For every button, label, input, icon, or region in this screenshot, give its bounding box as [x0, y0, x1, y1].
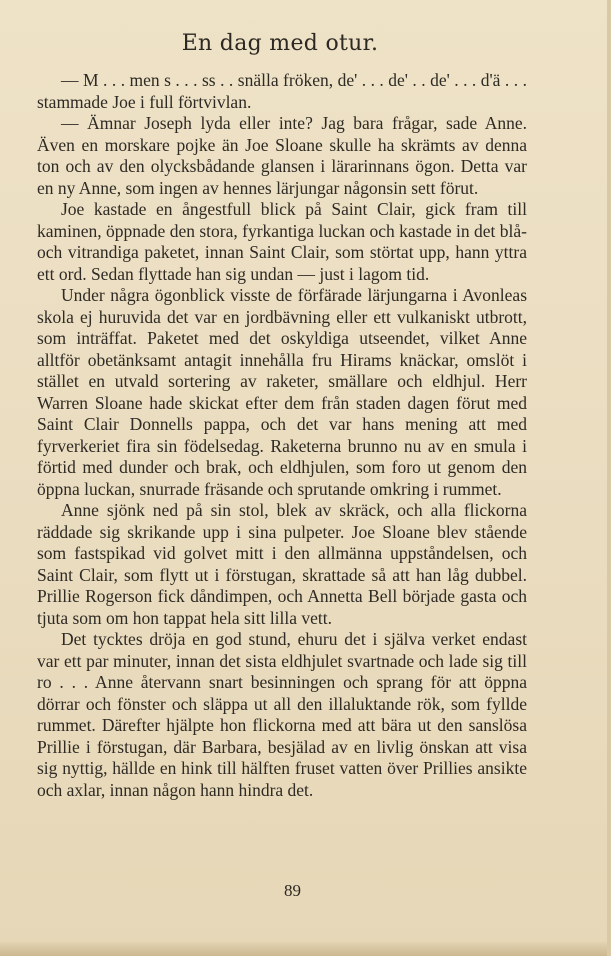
page-number: 89: [284, 881, 301, 900]
paragraph: Under några ögonblick visste de förfärade lärjungarna i Avonleas skola ej huruvida det var en jordbävning eller ett vulkaniskt utbrott, som inträffat. Paketet med det oskyldiga utseendet, vilket Anne alltför obetänksamt antagit innehålla fru Hirams knäckar, omslöt i stället en utvald sortering av raketer, smällare och eldhjul. Herr Warren Sloane hade skickat efter dem från staden dagen förut med Saint Clair Donnells pappa, och det var hans mening att med fyrverkeriet fira sin födelsedag. Raketerna brunno nu av en smula i förtid med dunder och brak, och eldhjulen, som foro ut genom den öppna luckan, snurrade fräsande och sprutande omkring i rummet.: [37, 285, 527, 499]
paragraph: — M . . . men s . . . ss . . snälla fröken, de' . . . de' . . de' . . . d'ä . . . stammade Joe i full förtvivlan.: [37, 70, 527, 112]
body-text: [37, 70, 527, 801]
chapter-title: En dag med otur.: [181, 31, 379, 56]
paragraph: — Ämnar Joseph lyda eller inte? Jag bara frågar, sade Anne. Även en morskare pojke än Joe Sloane skulle ha skrämts av denna ton och av den olycksbådande glansen i lärarinnans ögon. Detta var en ny Anne, som ingen av hennes lärjungar någonsin sett förut.: [37, 113, 527, 198]
page-bottom-edge: [0, 942, 611, 956]
paragraph: Joe kastade en ångestfull blick på Saint Clair, gick fram till kaminen, öppnade den stora, fyrkantiga luckan och kastade in det blå- och vitrandiga paketet, innan Saint Clair, som störtat upp, hann yttra ett ord. Sedan flyttade han sig undan — just i lagom tid.: [37, 199, 527, 284]
paragraph: Det tycktes dröja en god stund, ehuru det i själva verket endast var ett par minuter, innan det sista eldhjulet svartnade och lade sig till ro . . . Anne återvann snart besinningen och sprang för att öppna dörrar och fönster och släppa ut all den illaluktande rök, som fyllde rummet. Därefter hjälpte hon flickorna med att bära ut den sanslösa Prillie i förstugan, där Barbara, besjälad av en livlig önskan att visa sig nyttig, hällde en hink till hälften fruset vatten över Prillies ansikte och axlar, innan någon hann hindra det.: [37, 629, 527, 800]
paragraph: Anne sjönk ned på sin stol, blek av skräck, och alla flickorna räddade sig skrikande upp i sina pulpeter. Joe Sloane blev stående som fastspikad vid golvet mitt i den allmänna uppståndelsen, och Saint Clair, som flytt ut i förstugan, skrattade så att han låg dubbel. Prillie Rogerson fick dåndimpen, och Annetta Bell började gasta och tjuta som om hon tappat hela sitt lilla vett.: [37, 500, 527, 628]
